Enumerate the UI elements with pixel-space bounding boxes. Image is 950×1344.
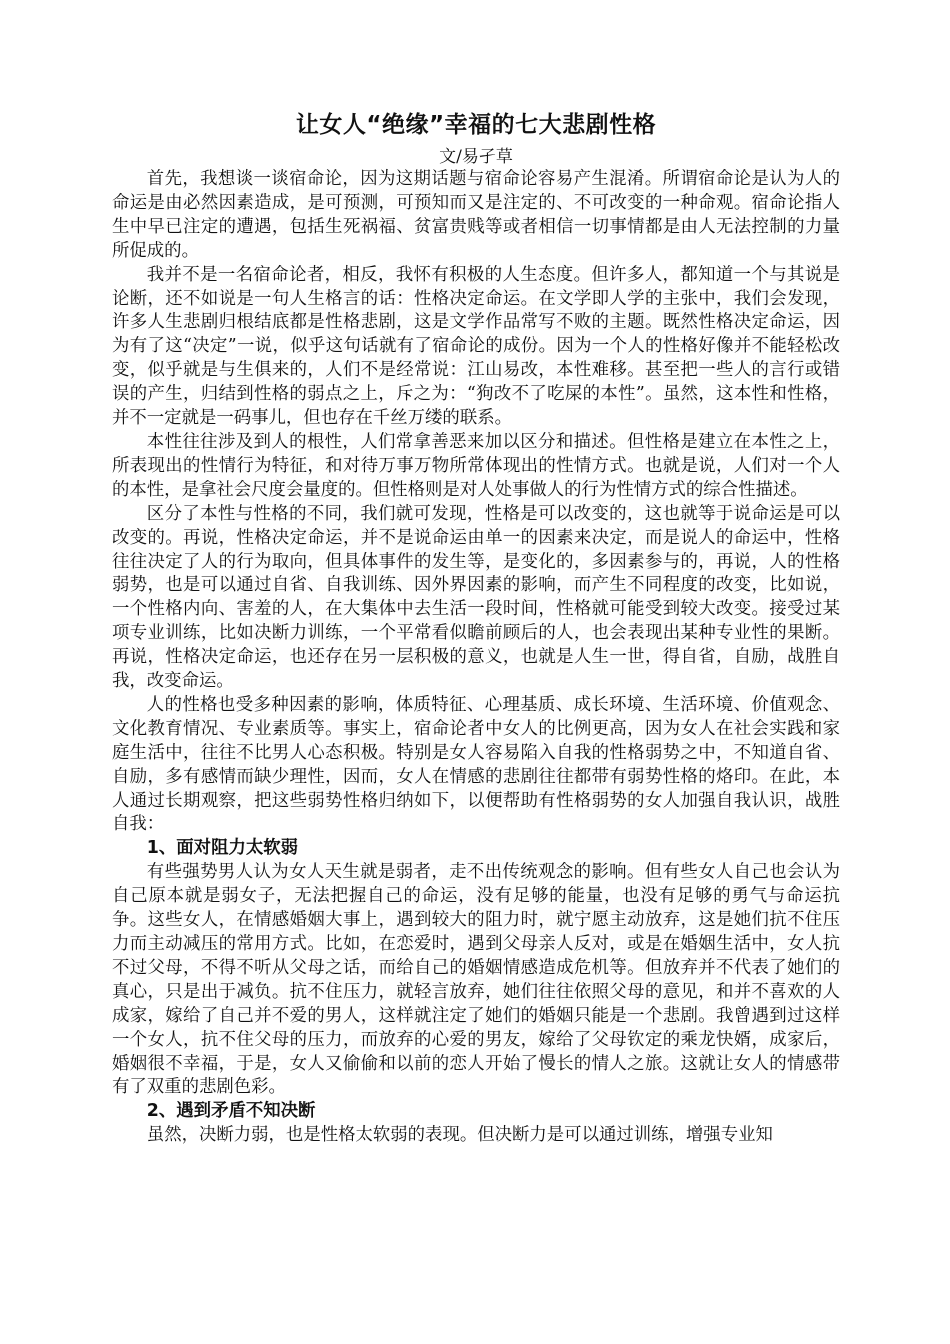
paragraph-3: 本性往往涉及到人的根性，人们常拿善恶来加以区分和描述。但性格是建立在本性之上，所表现出的性情行为特征，和对待万事万物所常体现出的性情方式。也就是说，人们对一个人的本性，是拿社会尺度会量度的。但性格则是对人处事做人的行为性情方式的综合性描述。 [112, 431, 840, 500]
section-heading-2: 2、遇到矛盾不知决断 [146, 1101, 316, 1122]
document-page [112, 108, 840, 1148]
author-line: 文/易孑草 [439, 147, 513, 167]
section-heading-1: 1、面对阻力太软弱 [146, 838, 299, 859]
section-body-1: 有些强势男人认为女人天生就是弱者，走不出传统观念的影响。但有些女人自己也会认为自己原本就是弱女子，无法把握自己的命运，没有足够的能量，也没有足够的勇气与命运抗争。这些女人，在情感婚姻大事上，遇到较大的阻力时，就宁愿主动放弃，这是她们抗不住压力而主动减压的常用方式。比如，在恋爱时，遇到父母亲人反对，或是在婚姻生活中，女人抗不过父母，不得不听从父母之话，而给自己的婚姻情感造成危机等。但放弃并不代表了她们的真心，只是出于减负。抗不住压力，就轻言放弃，她们往往依照父母的意见，和并不喜欢的人成家，嫁给了自己并不爱的男人，这样就注定了她们的婚姻只能是一个悲剧。我曾遇到过这样一个女人，抗不住父母的压力，而放弃的心爱的男友，嫁给了父母钦定的乘龙快婿，成家后，婚姻很不幸福，于是，女人又偷偷和以前的恋人开始了慢长的情人之旅。这就让女人的情感带有了双重的悲剧色彩。 [112, 862, 840, 1098]
paragraph-5: 人的性格也受多种因素的影响，体质特征、心理基质、成长环境、生活环境、价值观念、文化教育情况、专业素质等。事实上，宿命论者中女人的比例更高，因为女人在社会实践和家庭生活中，往往不比男人心态积极。特别是女人容易陷入自我的性格弱势之中，不知道自省、自励，多有感情而缺少理性，因而，女人在情感的悲剧往往都带有弱势性格的烙印。在此，本人通过长期观察，把这些弱势性格归纳如下，以便帮助有性格弱势的女人加强自我认识，战胜自我： [112, 694, 840, 835]
document-title: 让女人“绝缘”幸福的七大悲剧性格 [295, 112, 657, 138]
paragraph-1: 首先，我想谈一谈宿命论，因为这期话题与宿命论容易产生混淆。所谓宿命论是认为人的命运是由必然因素造成，是可预测，可预知而又是注定的、不可改变的一种命观。宿命论指人生中早已注定的遭遇，包括生死祸福、贫富贵贱等或者相信一切事情都是由人无法控制的力量所促成的。 [112, 169, 840, 261]
paragraph-2: 我并不是一名宿命论者，相反，我怀有积极的人生态度。但许多人，都知道一个与其说是论断，还不如说是一句人生格言的话：性格决定命运。在文学即人学的主张中，我们会发现，许多人生悲剧归根结底都是性格悲剧，这是文学作品常写不败的主题。既然性格决定命运，因为有了这“决定”一说，似乎这句话就有了宿命论的成份。因为一个人的性格好像并不能轻松改变，似乎就是与生俱来的，人们不是经常说：江山易改，本性难移。甚至把一些人的言行或错误的产生，归结到性格的弱点之上，斥之为：“狗改不了吃屎的本性”。虽然，这本性和性格，并不一定就是一码事儿，但也存在千丝万缕的联系。 [112, 264, 840, 429]
section-body-2: 虽然，决断力弱，也是性格太软弱的表现。但决断力是可以通过训练，增强专业知 [146, 1125, 773, 1146]
paragraph-4: 区分了本性与性格的不同，我们就可发现，性格是可以改变的，这也就等于说命运是可以改变的。再说，性格决定命运，并不是说命运由单一的因素来决定，而是说人的命运中，性格往往决定了人的行为取向，但具体事件的发生等，是变化的，多因素参与的，再说，人的性格弱势，也是可以通过自省、自我训练、因外界因素的影响，而产生不同程度的改变，比如说，一个性格内向、害羞的人，在大集体中去生活一段时间，性格就可能受到较大改变。接受过某项专业训练，比如决断力训练，一个平常看似瞻前顾后的人，也会表现出某种专业性的果断。再说，性格决定命运，也还存在另一层积极的意义，也就是人生一世，得自省，自励，战胜自我，改变命运。 [112, 503, 840, 692]
